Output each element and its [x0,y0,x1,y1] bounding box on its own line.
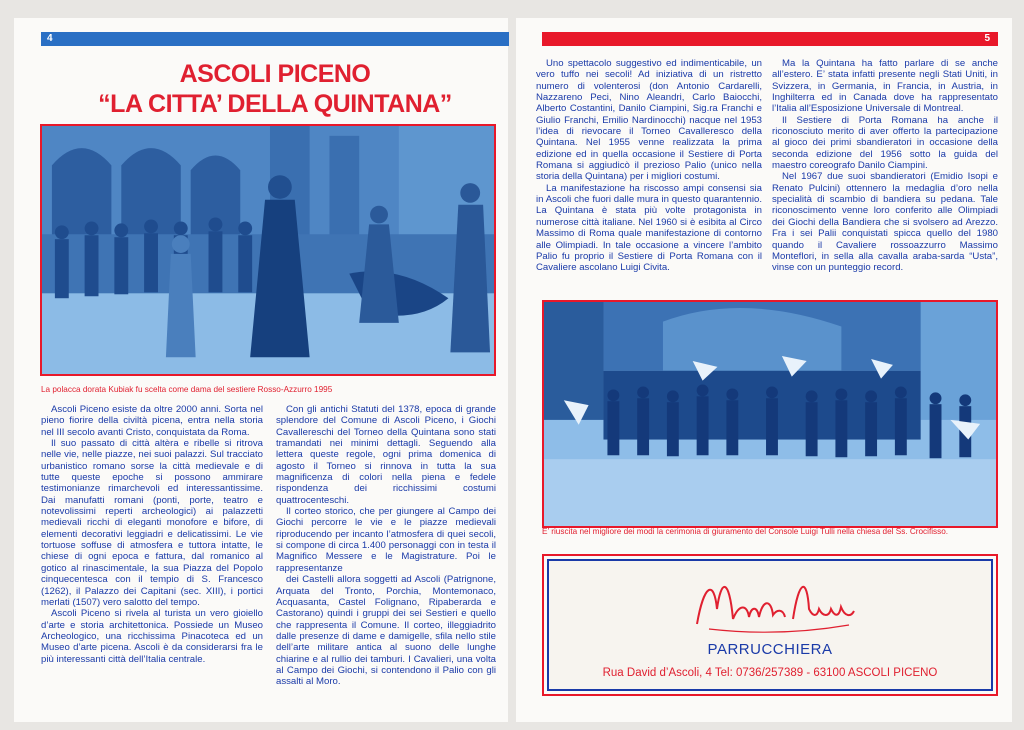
flag-bearers-photo-image [544,302,996,526]
article-column-2 [276,404,496,688]
paragraph: dei Castelli allora soggetti ad Ascoli (Patrignone, Arquata del Tronto, Porchia, Montemonaco, Acquasanta, Castel Folignano, Ripaberarda e Castorano) quindi i gruppi dei sei Sestieri e quello che rappresenta il Comune. Il corteo, illeggiadrito dalle presenze di dame e damigelle, sfila nello stile dell’arte militare antica al suono delle lunghe chiarine e al rullio dei tamburi. I Cavalieri, una volta al Campo dei Giochi, si contendono il Palio con gli assalti al Moro. [276,574,496,688]
photo-caption: La polacca dorata Kubiak fu scelta come dama del sestiere Rosso-Azzurro 1995 [41,385,333,394]
page-header-bar [41,32,509,46]
business-type: PARRUCCHIERA [707,641,833,658]
right-page [516,18,1012,722]
paragraph: La manifestazione ha riscosso ampi consensi sia in Ascoli che fuori dalle mura in questo quarantennio. La Quintana è stata più volte protagonista in numerose città italiane. Nel 1960 si è esibita al Circo Massimo di Roma quale manifestazione di contorno alle Olimpiadi. In tale occasione a vincere l’ambito Palio fu proprio il Sestiere di Porta Romana con il Cavaliere ascolano Luigi Civita. [536,182,762,274]
paragraph: Uno spettacolo suggestivo ed indimenticabile, un vero tuffo nei secoli! Ad iniziativa di un ristretto numero di volenterosi (don Antonio Cardarelli, Nazzareno Peci, Nino Aleandri, Carlo Baiocchi, Alberto Costantini, Danilo Ciampini, Sig.ra Franchi e Giulio Franchi, Emilio Nardinocchi) nacque nel 1953 l’idea di rievocare il Torneo Cavalleresco della Quintana. Nel 1955 venne realizzata la prima edizione ed in quella occasione il Sestiere di Porta Romana si aggiudicò il prezioso Palio (unico nella storia della Quintana) per i migliori costumi. [536,58,762,183]
page-number: 5 [984,33,990,44]
flag-bearers-photo [542,300,998,528]
business-address: Rua David d’Ascoli, 4 Tel: 0736/257389 - 63100 ASCOLI PICENO [602,667,938,679]
article-column-1 [536,58,762,274]
left-page [14,18,508,722]
article-column-1 [41,404,263,665]
paragraph: Il corteo storico, che per giungere al Campo dei Giochi percorre le vie e le piazze medievali riproducendo per incanto l’atmosfera di quei secoli, si compone di circa 1.400 personaggi con in testa il Magnifico Messere e le Magistrature. Poi le rappresentanze [276,506,496,574]
paragraph: Il suo passato di città altèra e ribelle si ritrova nelle vie, nelle piazze, nei suoi palazzi. Sul tracciato urbanistico romano sorse la città medievale e di tutte queste epoche si possono ammirare testimonianze rimarchevoli ed interessantissime. Dai manufatti romani (ponti, porte, teatro e notevolissimi reperti archeologici) ai palazzetti medievali ricchi di eleganti monofore e bifore, di elementi decorativi leggiadri e delicatissimi. Le vie tortuose soffuse di atmosfera e tuttora intatte, le chiese di ogni epoca e fattura, dal romanico al gotico al rinascimentale, la sua Piazza del Popolo cinquecentesca con il tempio di S. Francesco (1262), il Palazzo dei Capitani (sec. XIII), i portici merlati (1507) vero salotto del tempo. [41,438,263,608]
paragraph: Il Sestiere di Porta Romana ha anche il riconosciuto merito di aver offerto la partecipazione al gioco dei primi sbandieratori in occasione della seconda edizione del 1956 sotto la guida del maestro coreografo Danilo Ciampini. [772,114,998,172]
article-column-2 [772,58,998,274]
script-logo-icon [689,569,859,639]
paragraph: Con gli antichi Statuti del 1378, epoca di grande splendore del Comune di Ascoli Piceno, i Giochi Cavallereschi del Torneo della Quintana sono stati tramandati nei minimi dettagli. Seguendo alla lettera queste regole, ogni prima domenica di agosto il Torneo si rinnova in tutta la sua magnificenza di colori nella piena e fedele rispondenza dei ricchissimi costumi quattrocenteschi. [276,404,496,506]
paragraph: Ascoli Piceno esiste da oltre 2000 anni. Sorta nel pieno fiorire della civiltà picena, entra nella storia nel III secolo avanti Cristo, conquistata da Roma. [41,404,263,438]
article-subtitle: “LA CITTA’ DELLA QUINTANA” [98,90,452,118]
advertisement [542,554,998,696]
paragraph: Ascoli Piceno si rivela al turista un vero gioiello d’arte e storia architettonica. Possiede un Museo Archeologico, una ricchissima Pinacoteca ed un Museo d’arte picena. Ascoli è da considerarsi fra le più interessanti città dell’Italia centrale. [41,608,263,665]
page-number: 4 [47,33,53,44]
article-title: ASCOLI PICENO [179,60,371,88]
parade-photo-image [42,126,494,374]
advertisement-frame [547,559,993,691]
parade-photo [40,124,496,376]
page-header-bar [542,32,998,46]
photo-caption: E’ riuscita nel migliore dei modi la cerimonia di giuramento del Console Luigi Tulli nella chiesa del Ss. Crocifisso. [542,527,949,536]
paragraph: Ma la Quintana ha fatto parlare di se anche all’estero. E’ stata infatti presente negli Stati Uniti, in Svizzera, in Germania, in Francia, in Austria, in Inghilterra ed in Canada dove ha rappresentato l’Italia all’Esposizione Universale di Montreal. [772,58,998,115]
paragraph: Nel 1967 due suoi sbandieratori (Emidio Isopi e Renato Pulcini) ottennero la medaglia d’oro nella specialità di scambio di bandiera su pedana. Tale riconoscimento venne loro conferito alle Olimpiadi dei Giochi della Bandiera che si svolsero ad Arezzo. Fra i sei Palii conquistati spicca quello del 1980 quando il Cavaliere rossoazzurro Massimo Monteflori, in sella alla cavalla araba-sarda “Usta”, vinse con un punteggio record. [772,171,998,274]
maria-luisa-logo [689,569,859,639]
